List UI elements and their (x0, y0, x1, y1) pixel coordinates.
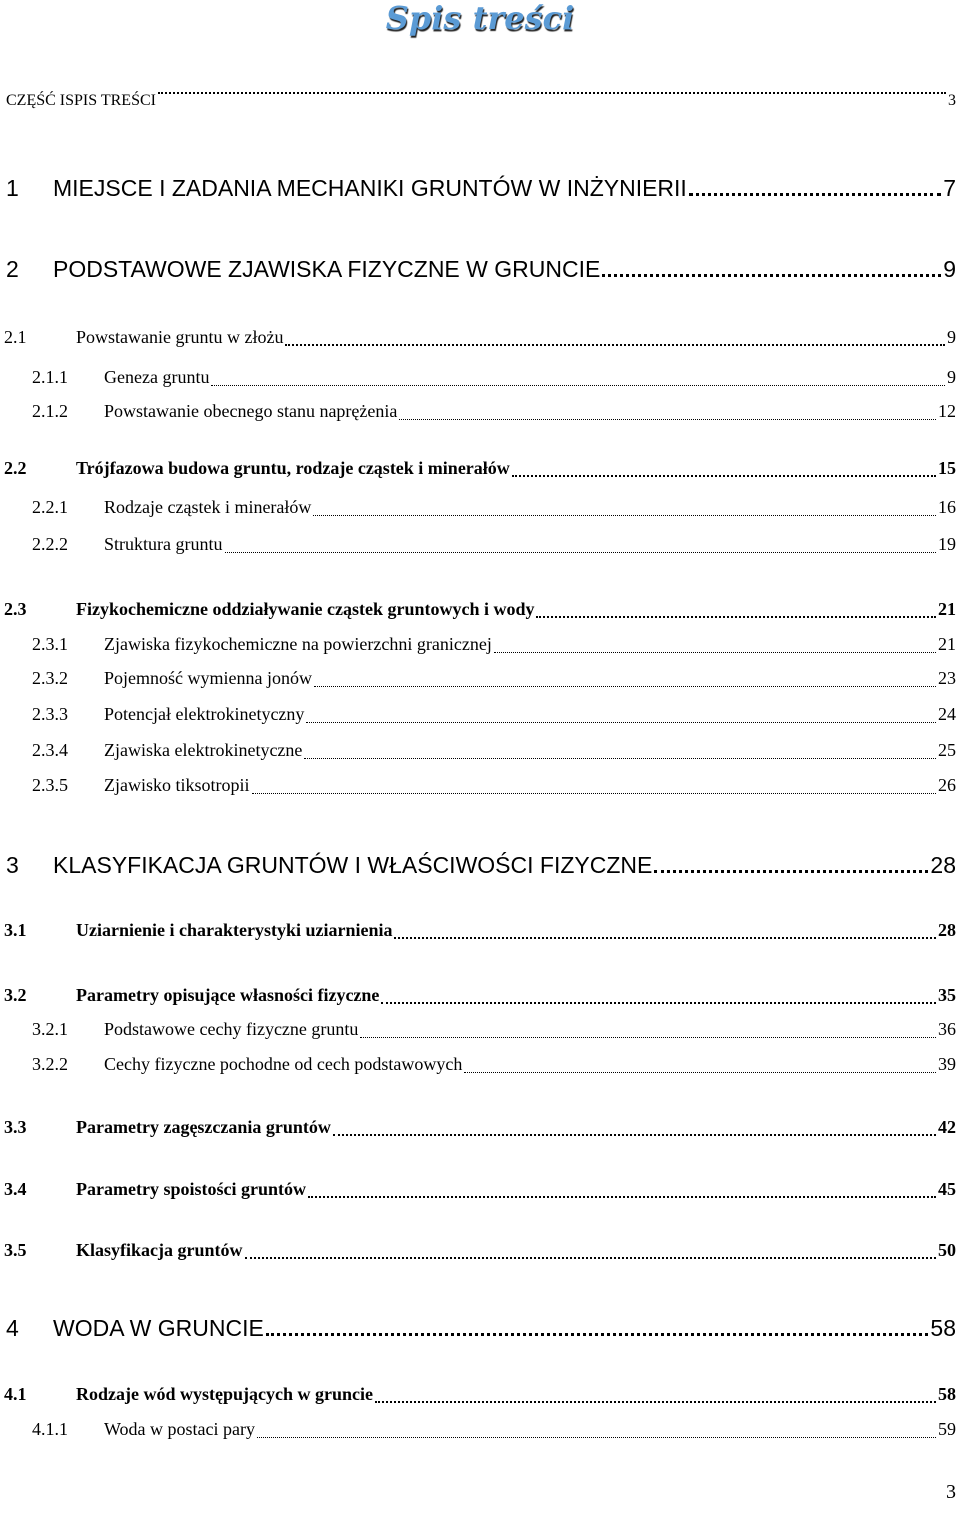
toc-entry[interactable] (4, 325, 956, 351)
toc-entry-page: 23 (938, 668, 956, 688)
toc-entry[interactable] (32, 399, 956, 425)
toc-entry-number: 2.2.1 (32, 495, 104, 519)
toc-entry-page: 28 (938, 920, 956, 940)
toc-entry-label: Rodzaje cząstek i minerałów (104, 497, 312, 517)
toc-entry-label: Pojemność wymienna jonów (104, 668, 312, 688)
page-title: Spis treści (385, 0, 575, 37)
toc-entry-page: 9 (947, 327, 956, 347)
toc-entry-page: 45 (938, 1179, 956, 1199)
toc-entry[interactable] (32, 738, 956, 764)
toc-entry-page: 3 (948, 92, 956, 109)
toc-entry-page: 19 (938, 534, 956, 554)
toc-entry[interactable] (6, 92, 956, 118)
toc-entry-number: 2 (6, 256, 53, 282)
toc-entry-number: 2.3.2 (32, 666, 104, 690)
toc-entry-page: 9 (947, 367, 956, 387)
toc-entry-number: 2.3 (4, 597, 76, 621)
toc-entry-label: Zjawiska elektrokinetyczne (104, 740, 303, 760)
dot-leader (381, 983, 936, 1009)
toc-entry-page: 12 (938, 401, 956, 421)
dot-leader (360, 1017, 936, 1043)
toc-entry-page: 39 (938, 1054, 956, 1074)
dot-leader (285, 325, 945, 351)
toc-entry[interactable] (4, 918, 956, 944)
dot-leader (375, 1382, 936, 1408)
toc-entry[interactable] (4, 1238, 956, 1264)
toc-entry-label: Geneza gruntu (104, 367, 210, 387)
dot-leader (304, 738, 936, 764)
toc-entry-label: Struktura gruntu (104, 534, 223, 554)
dot-leader (689, 175, 941, 201)
toc-entry-page: 28 (930, 852, 956, 878)
toc-entry-page: 58 (930, 1315, 956, 1341)
toc-entry[interactable] (4, 983, 956, 1009)
dot-leader (158, 92, 946, 118)
page-number: 3 (946, 1481, 956, 1503)
toc-entry[interactable] (32, 365, 956, 391)
toc-entry-page: 35 (938, 985, 956, 1005)
toc-entry-label: WODA W GRUNCIE (53, 1315, 264, 1341)
toc-entry-page: 25 (938, 740, 956, 760)
toc-entry-label: Klasyfikacja gruntów (76, 1240, 243, 1260)
toc-entry-label: PODSTAWOWE ZJAWISKA FIZYCZNE W GRUNCIE (53, 256, 601, 282)
toc-entry-label: Fizykochemiczne oddziaływanie cząstek gruntowych i wody (76, 599, 535, 619)
toc-entry-number: 2.1.2 (32, 399, 104, 423)
toc-entry-number: 3.5 (4, 1238, 76, 1262)
toc-entry-page: 15 (938, 458, 956, 478)
toc-entry-page: 59 (938, 1419, 956, 1439)
toc-entry[interactable] (6, 256, 956, 282)
dot-leader (512, 456, 936, 482)
toc-entry[interactable] (6, 852, 956, 878)
toc-entry[interactable] (4, 1115, 956, 1141)
toc-entry-number: 2.1.1 (32, 365, 104, 389)
toc-entry-label: Parametry zagęszczania gruntów (76, 1117, 331, 1137)
toc-entry[interactable] (32, 495, 956, 521)
dot-leader (602, 256, 941, 282)
dot-leader (494, 632, 936, 658)
toc-entry-label: Zjawiska fizykochemiczne na powierzchni granicznej (104, 634, 492, 654)
toc-entry-number: 3.2.1 (32, 1017, 104, 1041)
dot-leader (399, 399, 936, 425)
toc-entry-number: 3.1 (4, 918, 76, 942)
dot-leader (306, 702, 936, 728)
toc-entry[interactable] (4, 456, 956, 482)
toc-entry-number: 2.3.4 (32, 738, 104, 762)
toc-entry-label: Parametry spoistości gruntów (76, 1179, 306, 1199)
toc-entry-label: Potencjał elektrokinetyczny (104, 704, 305, 724)
toc-entry-page: 7 (943, 175, 956, 201)
toc-entry-page: 50 (938, 1240, 956, 1260)
toc-entry-label: Powstawanie obecnego stanu naprężenia (104, 401, 398, 421)
toc-entry-number: 4 (6, 1315, 53, 1341)
toc-entry[interactable] (4, 1177, 956, 1203)
toc-entry-number: 2.3.3 (32, 702, 104, 726)
toc-entry-page: 9 (943, 256, 956, 282)
toc-entry-page: 58 (938, 1384, 956, 1404)
toc-entry-label: CZĘŚĆ ISPIS TREŚCI (6, 92, 156, 109)
toc-entry-label: Powstawanie gruntu w złożu (76, 327, 284, 347)
toc-entry-label: MIEJSCE I ZADANIA MECHANIKI GRUNTÓW W INŻYNIERII (53, 175, 687, 201)
dot-leader (314, 666, 936, 692)
toc-entry-label: Rodzaje wód występujących w gruncie (76, 1384, 373, 1404)
toc-entry-number: 3.4 (4, 1177, 76, 1201)
toc-entry-page: 26 (938, 775, 956, 795)
toc-entry-label: Trójfazowa budowa gruntu, rodzaje cząstek i minerałów (76, 458, 510, 478)
toc-entry-number: 1 (6, 175, 53, 201)
toc-entry[interactable] (32, 702, 956, 728)
toc-entry[interactable] (32, 1417, 956, 1443)
toc-entry-page: 36 (938, 1019, 956, 1039)
toc-entry-number: 4.1 (4, 1382, 76, 1406)
toc-entry[interactable] (6, 1315, 956, 1341)
toc-entry-number: 3.2.2 (32, 1052, 104, 1076)
toc-entry-label: Uziarnienie i charakterystyki uziarnienia (76, 920, 393, 940)
dot-leader (333, 1115, 936, 1141)
toc-entry-label: Parametry opisujące własności fizyczne (76, 985, 380, 1005)
toc-entry-page: 21 (938, 634, 956, 654)
dot-leader (536, 597, 936, 623)
toc-entry[interactable] (32, 666, 956, 692)
toc-entry-number: 3 (6, 852, 53, 878)
toc-entry-page: 24 (938, 704, 956, 724)
dot-leader (313, 495, 936, 521)
toc-entry-label: Woda w postaci pary (104, 1419, 256, 1439)
toc-entry[interactable] (32, 632, 956, 658)
dot-leader (308, 1177, 936, 1203)
dot-leader (211, 365, 945, 391)
toc-entry-number: 2.2.2 (32, 532, 104, 556)
toc-entry[interactable] (32, 773, 956, 799)
toc-entry-label: Cechy fizyczne pochodne od cech podstawowych (104, 1054, 463, 1074)
toc-entry-number: 2.1 (4, 325, 76, 349)
dot-leader (266, 1315, 929, 1341)
dot-leader (257, 1417, 936, 1443)
dot-leader (225, 532, 937, 558)
toc-entry[interactable] (32, 1052, 956, 1078)
toc-entry[interactable] (32, 1017, 956, 1043)
dot-leader (464, 1052, 936, 1078)
toc-entry-page: 16 (938, 497, 956, 517)
toc-entry[interactable] (4, 1382, 956, 1408)
toc-entry-label: Zjawisko tiksotropii (104, 775, 250, 795)
toc-entry-number: 3.3 (4, 1115, 76, 1139)
dot-leader (654, 852, 928, 878)
toc-entry[interactable] (32, 532, 956, 558)
toc-entry-number: 2.3.1 (32, 632, 104, 656)
dot-leader (245, 1238, 937, 1264)
toc-entry[interactable] (4, 597, 956, 623)
toc-entry[interactable] (6, 175, 956, 201)
toc-entry-number: 3.2 (4, 983, 76, 1007)
toc-entry-page: 42 (938, 1117, 956, 1137)
toc-entry-number: 2.2 (4, 456, 76, 480)
dot-leader (394, 918, 936, 944)
toc-entry-label: Podstawowe cechy fizyczne gruntu (104, 1019, 359, 1039)
toc-entry-number: 4.1.1 (32, 1417, 104, 1441)
toc-entry-number: 2.3.5 (32, 773, 104, 797)
toc-entry-page: 21 (938, 599, 956, 619)
toc-entry-label: KLASYFIKACJA GRUNTÓW I WŁAŚCIWOŚCI FIZYCZNE (53, 852, 653, 878)
dot-leader (252, 773, 937, 799)
